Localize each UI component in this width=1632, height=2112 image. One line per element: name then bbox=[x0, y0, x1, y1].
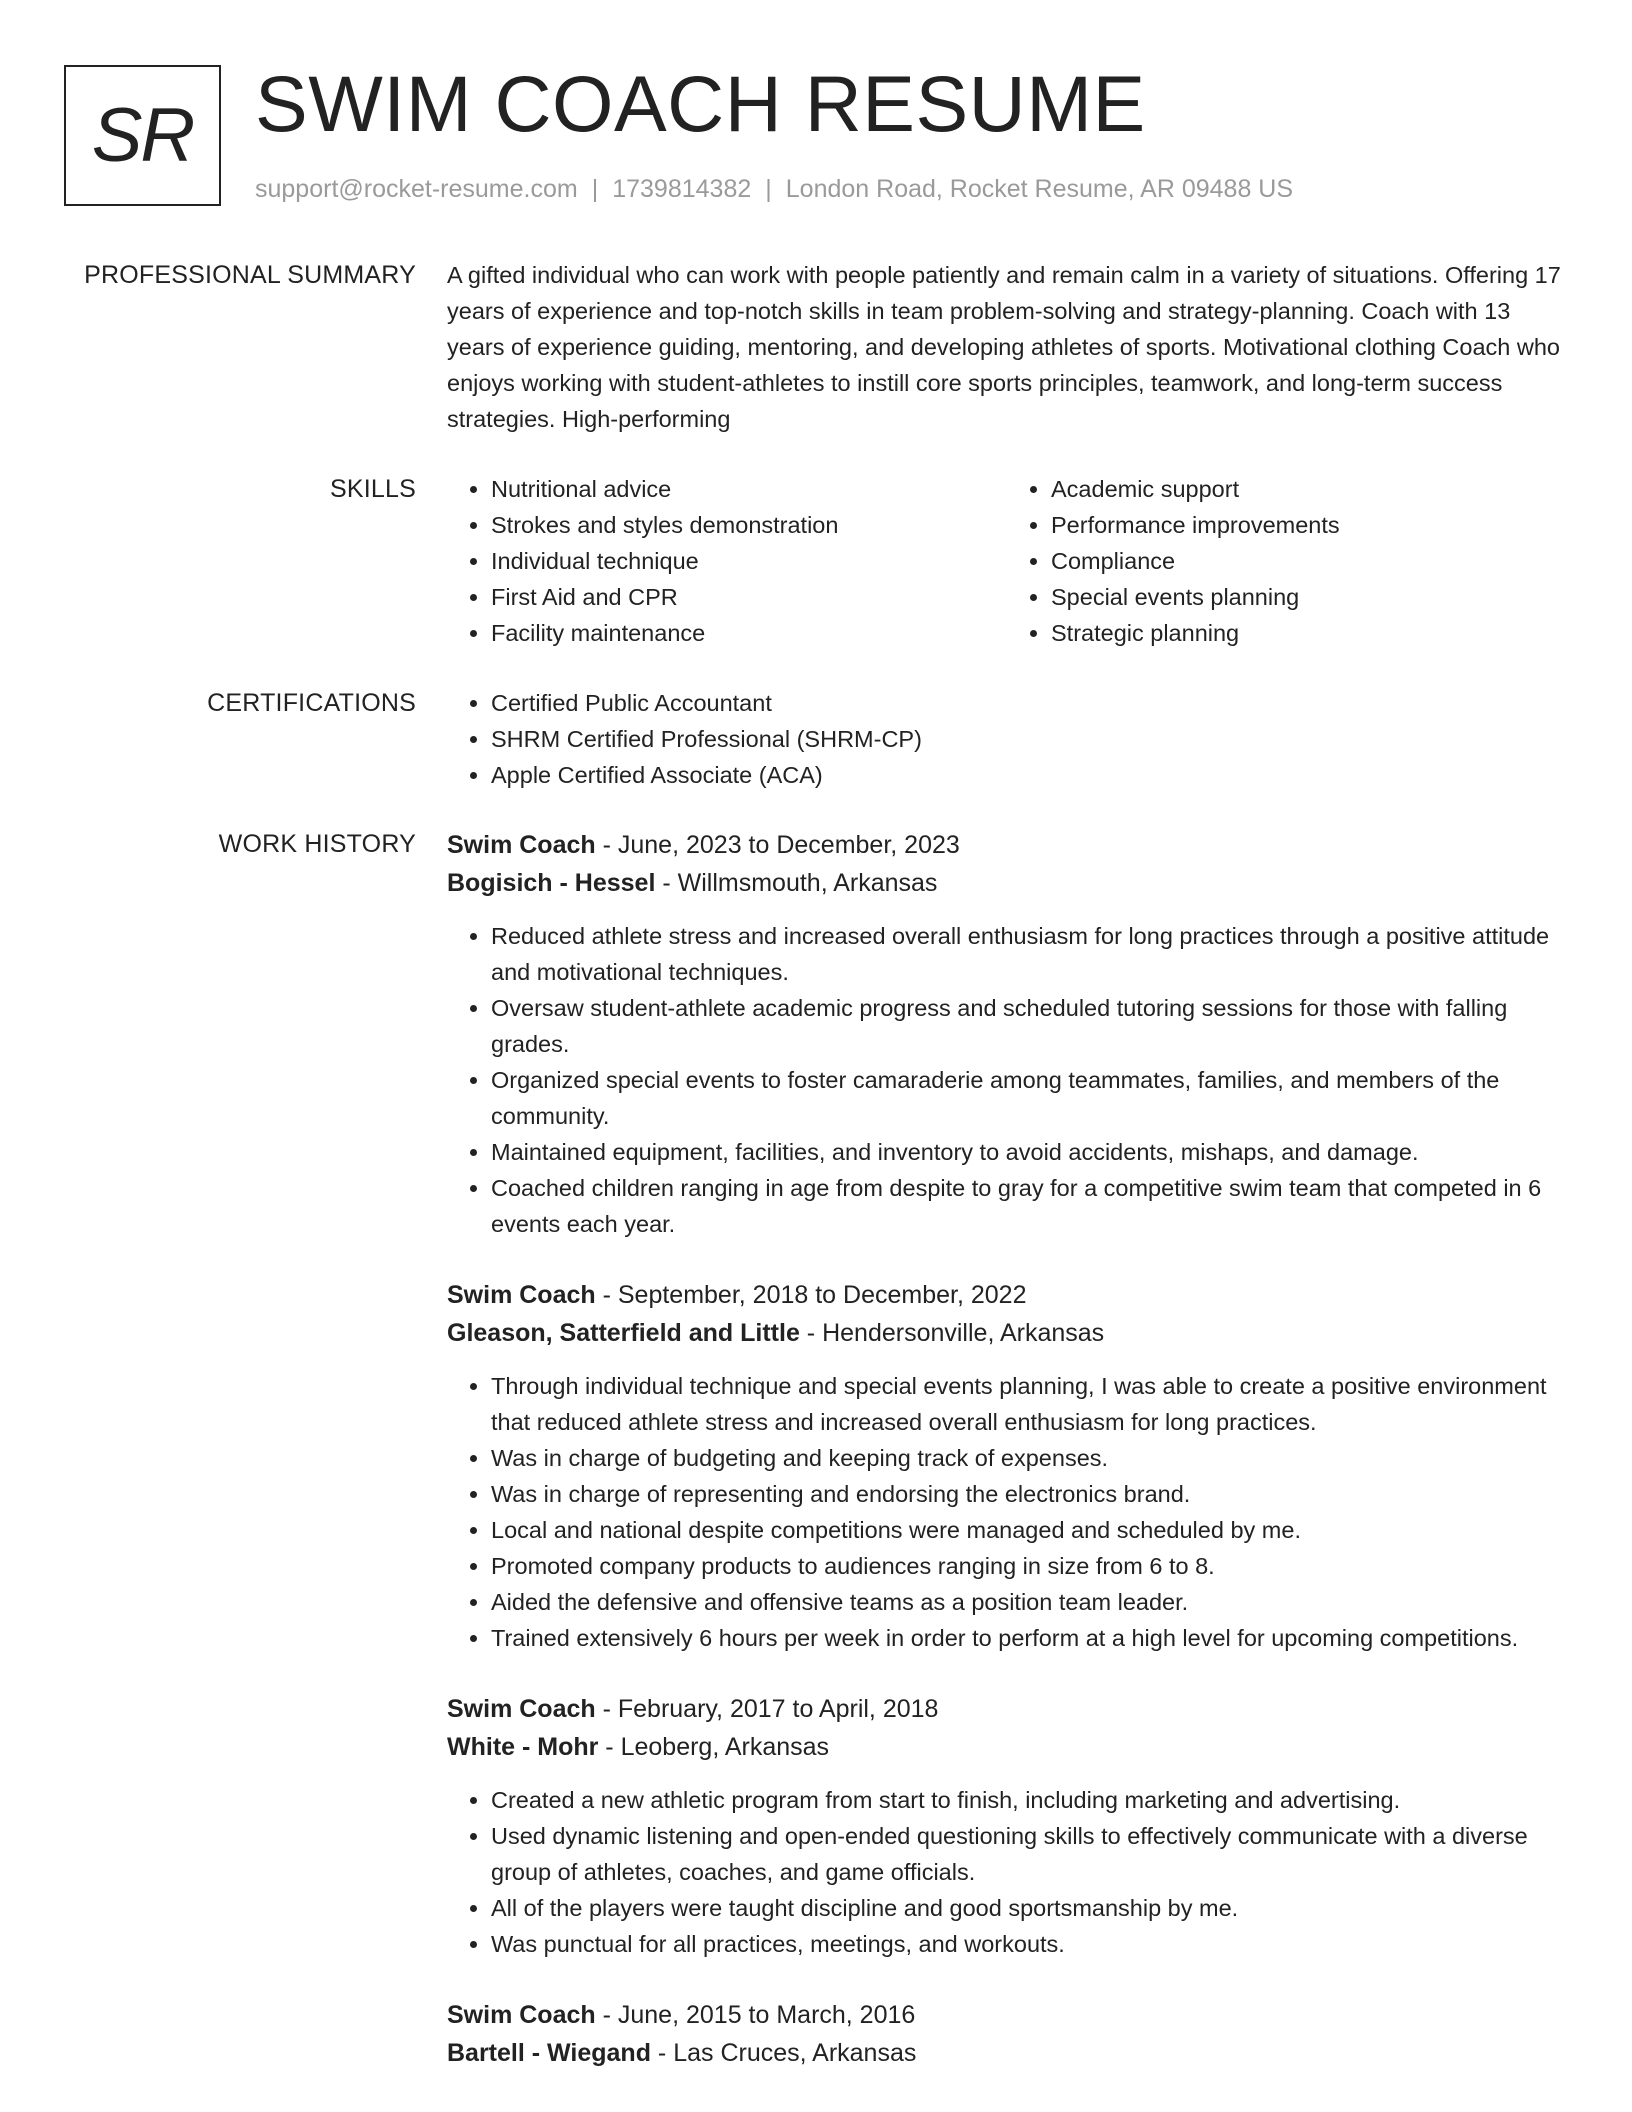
skills-list-right bbox=[1007, 471, 1567, 651]
monogram-logo: SR bbox=[64, 65, 221, 206]
job-company-line: Gleason, Satterfield and Little - Hendersonville, Arkansas bbox=[447, 1319, 1105, 1347]
job-dates: June, 2023 to December, 2023 bbox=[617, 831, 960, 859]
contact-separator: | bbox=[591, 175, 599, 203]
job-bullets bbox=[447, 918, 1567, 1242]
job-location: Leoberg, Arkansas bbox=[620, 1733, 830, 1761]
skills-body bbox=[447, 471, 1567, 651]
job-bullet: • Was in charge of representing and endorsing the electronics brand. bbox=[491, 1476, 1567, 1512]
job-bullet: • Oversaw student-athlete academic progress and scheduled tutoring sessions for those with falling grades. bbox=[491, 990, 1567, 1062]
section-label-summary: PROFESSIONAL SUMMARY bbox=[84, 261, 416, 289]
certification-item: • Certified Public Accountant bbox=[491, 685, 1567, 721]
skill-item: • Special events planning bbox=[1051, 579, 1567, 615]
skill-item: • Individual technique bbox=[491, 543, 1007, 579]
job-company: Bogisich - Hessel bbox=[447, 869, 656, 897]
job-entry bbox=[447, 1690, 1567, 1962]
job-bullets bbox=[447, 1782, 1567, 1962]
job-bullet: • Was in charge of budgeting and keeping track of expenses. bbox=[491, 1440, 1567, 1476]
job-bullet: • Used dynamic listening and open-ended questioning skills to effectively communicate with a diverse group of athletes, coaches, and game officials. bbox=[491, 1818, 1567, 1890]
job-entry bbox=[447, 826, 1567, 1242]
job-title-line: Swim Coach - June, 2023 to December, 2023 bbox=[447, 831, 960, 859]
contact-separator: | bbox=[765, 175, 772, 203]
certification-item: • SHRM Certified Professional (SHRM-CP) bbox=[491, 721, 1567, 757]
job-bullet: • Local and national despite competitions were managed and scheduled by me. bbox=[491, 1512, 1567, 1548]
job-company: Gleason, Satterfield and Little bbox=[447, 1319, 800, 1347]
job-title-line: Swim Coach - September, 2018 to December, 2022 bbox=[447, 1281, 1027, 1309]
job-bullet: • Maintained equipment, facilities, and inventory to avoid accidents, mishaps, and damage. bbox=[491, 1134, 1567, 1170]
job-bullet: • Organized special events to foster camaraderie among teammates, families, and members of the community. bbox=[491, 1062, 1567, 1134]
job-bullet: • Aided the defensive and offensive teams as a position team leader. bbox=[491, 1584, 1567, 1620]
job-company-line: Bartell - Wiegand - Las Cruces, Arkansas bbox=[447, 2039, 917, 2067]
job-bullets bbox=[447, 1368, 1567, 1656]
section-label-work-history: WORK HISTORY bbox=[218, 830, 416, 858]
job-dates: June, 2015 to March, 2016 bbox=[617, 2001, 916, 2029]
job-title: Swim Coach bbox=[447, 1695, 596, 1723]
resume-title: SWIM COACH RESUME bbox=[255, 59, 1146, 148]
summary-text: A gifted individual who can work with people patiently and remain calm in a variety of situations. Offering 17 years of experience and top-notch skills in team problem-solving and strategy-planning. Coach with 13 years of experience guiding, mentoring, and developing athletes of sports. Motivational clothing Coach who enjoys working with student-athletes to instill core sports principles, teamwork, and long-term success strategies. High-performing bbox=[447, 262, 1561, 432]
skill-item: • Strategic planning bbox=[1051, 615, 1567, 651]
job-title-line: Swim Coach - June, 2015 to March, 2016 bbox=[447, 2001, 916, 2029]
section-label-certifications: CERTIFICATIONS bbox=[207, 689, 416, 717]
job-bullet: • Created a new athletic program from start to finish, including marketing and advertising. bbox=[491, 1782, 1567, 1818]
job-bullet: • Was punctual for all practices, meetings, and workouts. bbox=[491, 1926, 1567, 1962]
job-location: Las Cruces, Arkansas bbox=[673, 2039, 917, 2067]
job-bullet: • Coached children ranging in age from despite to gray for a competitive swim team that competed in 6 events each year. bbox=[491, 1170, 1567, 1242]
contact-email: support@rocket-resume.com bbox=[255, 175, 578, 203]
skill-item: • Academic support bbox=[1051, 471, 1567, 507]
job-bullet: • Trained extensively 6 hours per week in order to perform at a high level for upcoming competitions. bbox=[491, 1620, 1567, 1656]
contact-phone: 1739814382 bbox=[612, 175, 752, 203]
certification-item: • Apple Certified Associate (ACA) bbox=[491, 757, 1567, 793]
job-title-line: Swim Coach - February, 2017 to April, 2018 bbox=[447, 1695, 939, 1723]
job-company: White - Mohr bbox=[447, 1733, 599, 1761]
job-title: Swim Coach bbox=[447, 2001, 596, 2029]
skill-item: • Facility maintenance bbox=[491, 615, 1007, 651]
job-dates: September, 2018 to December, 2022 bbox=[617, 1281, 1027, 1309]
job-bullet: • Reduced athlete stress and increased overall enthusiasm for long practices through a positive attitude and motivational techniques. bbox=[491, 918, 1567, 990]
summary-body bbox=[447, 257, 1567, 437]
contact-address: London Road, Rocket Resume, AR 09488 US bbox=[785, 175, 1294, 203]
job-location: Hendersonville, Arkansas bbox=[822, 1319, 1105, 1347]
contact-line bbox=[255, 173, 1293, 205]
job-bullet: • Through individual technique and special events planning, I was able to create a positive environment that reduced athlete stress and increased overall enthusiasm for long practices. bbox=[491, 1368, 1567, 1440]
job-entry bbox=[447, 1996, 1567, 2072]
job-location: Willmsmouth, Arkansas bbox=[677, 869, 938, 897]
certifications-list bbox=[447, 685, 1567, 793]
job-company-line: Bogisich - Hessel - Willmsmouth, Arkansas bbox=[447, 869, 938, 897]
job-title: Swim Coach bbox=[447, 831, 596, 859]
skill-item: • First Aid and CPR bbox=[491, 579, 1007, 615]
job-entry bbox=[447, 1276, 1567, 1656]
skill-item: • Performance improvements bbox=[1051, 507, 1567, 543]
skills-list-left bbox=[447, 471, 1007, 651]
job-dates: February, 2017 to April, 2018 bbox=[617, 1695, 939, 1723]
certifications-body bbox=[447, 685, 1567, 793]
skill-item: • Strokes and styles demonstration bbox=[491, 507, 1007, 543]
job-title: Swim Coach bbox=[447, 1281, 596, 1309]
resume-header bbox=[64, 59, 1564, 210]
skill-item: • Nutritional advice bbox=[491, 471, 1007, 507]
section-label-skills: SKILLS bbox=[330, 475, 416, 503]
job-company-line: White - Mohr - Leoberg, Arkansas bbox=[447, 1733, 830, 1761]
work-history-body bbox=[447, 826, 1567, 2106]
skill-item: • Compliance bbox=[1051, 543, 1567, 579]
job-bullet: • All of the players were taught discipline and good sportsmanship by me. bbox=[491, 1890, 1567, 1926]
job-bullet: • Promoted company products to audiences ranging in size from 6 to 8. bbox=[491, 1548, 1567, 1584]
job-company: Bartell - Wiegand bbox=[447, 2039, 651, 2067]
